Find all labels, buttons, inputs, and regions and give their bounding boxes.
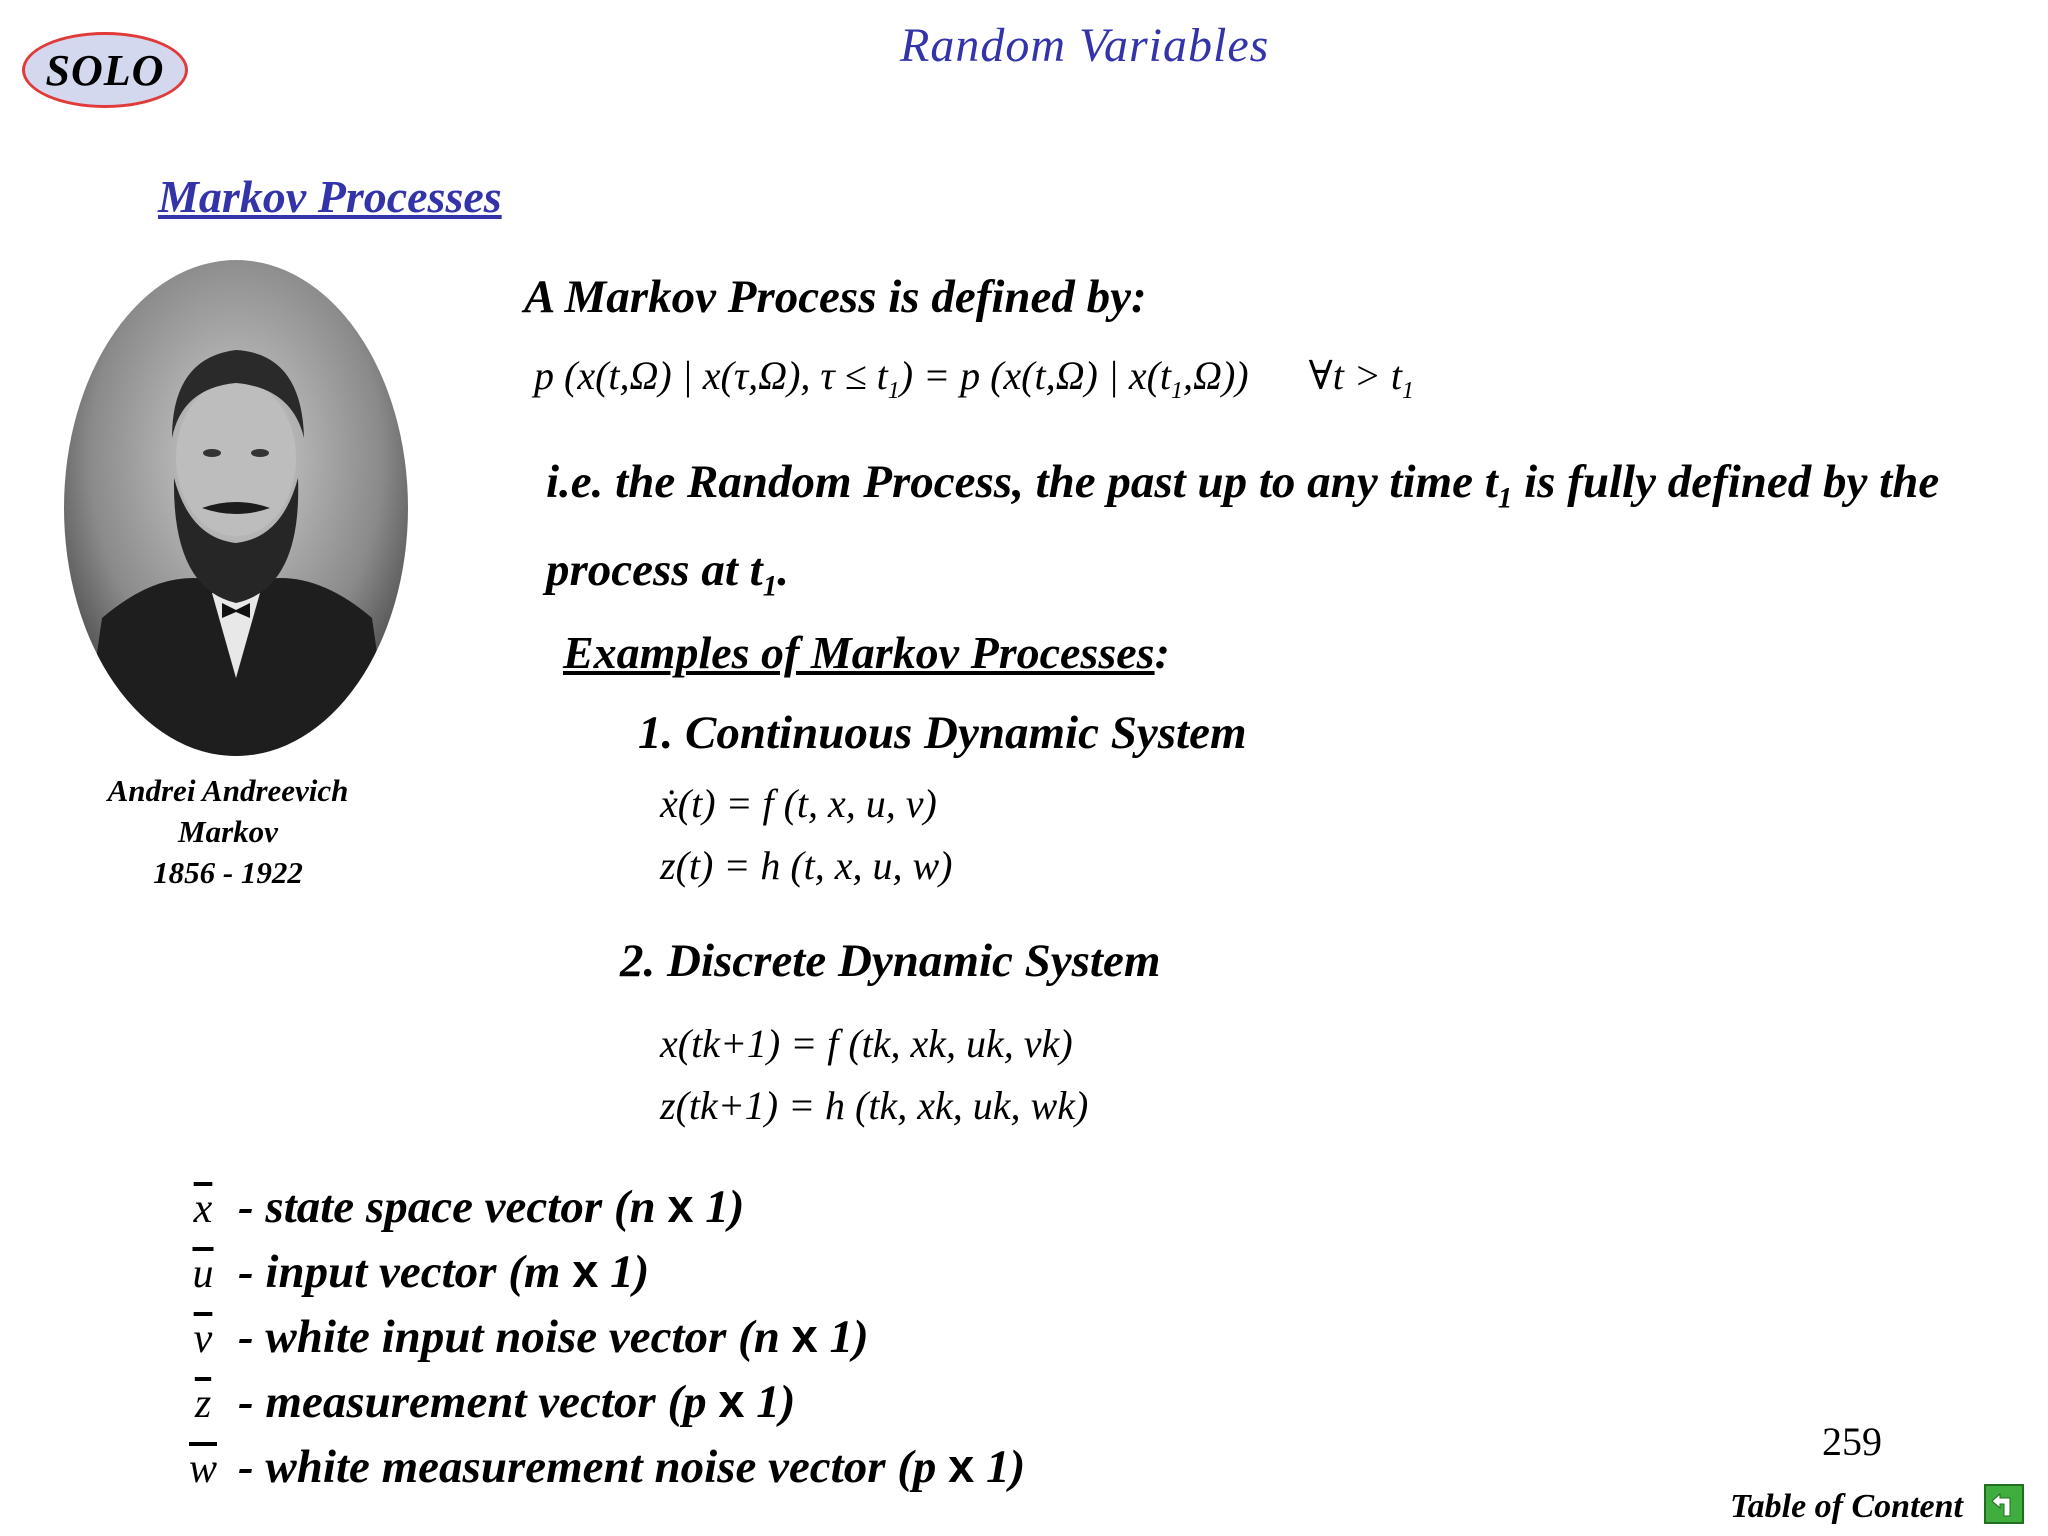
legend-text [238,1243,649,1299]
legend-times: x [667,1179,694,1232]
examples-heading-colon: : [1154,627,1170,678]
definition-explanation [546,446,1986,623]
legend-post: 1) [598,1246,650,1298]
caption-name: Andrei Andreevich [107,773,349,808]
legend-pre: - state space vector (n [238,1181,668,1233]
legend-symbol: $\overline{v}$ [193,1316,213,1362]
legend-text [238,1438,1025,1494]
discrete-system-title: 2. Discrete Dynamic System [620,935,1161,987]
legend-pre: - white input noise vector (n [238,1311,792,1363]
explain-end: . [777,544,790,597]
legend-row-measurement [174,1373,795,1429]
definition-intro: A Markov Process is defined by: [524,271,1147,323]
explain-sub2: 1 [762,570,778,603]
eq-lhs: p (x(t,Ω) | x(τ,Ω), τ ≤ t [534,353,888,398]
explain-sub1: 1 [1497,482,1513,515]
legend-post: 1) [693,1181,745,1233]
eq-mid-sub: 1 [1171,378,1184,404]
caption-surname: Markov [178,814,278,849]
legend-pre: - white measurement noise vector (p [238,1441,949,1493]
table-of-content-link[interactable]: Table of Content [1730,1488,1963,1525]
continuous-system-title: 1. Continuous Dynamic System [638,707,1247,759]
return-arrow-icon[interactable] [1984,1484,2024,1524]
legend-times: x [948,1439,975,1492]
legend-times: x [791,1309,818,1362]
eq-lhs-sub: 1 [887,378,900,404]
examples-heading [563,626,1170,679]
section-heading-markov-processes[interactable]: Markov Processes [158,171,502,222]
markov-portrait [62,258,410,758]
explain-part1: i.e. the Random Process, the past up to any time t [546,456,1498,508]
portrait-caption [60,770,396,893]
legend-row-input-noise [174,1308,869,1364]
legend-text [238,1373,795,1429]
discrete-state-equation: x(tk+1) = f (tk, xk, uk, vk) [660,1021,1073,1066]
legend-pre: - input vector (m [238,1246,573,1298]
legend-row-measurement-noise [174,1438,1025,1494]
solo-badge: SOLO [22,32,188,108]
legend-symbol: $\overline{x}$ [193,1186,213,1232]
explain-part2: is fully defined by the process at t [546,456,1940,597]
eq-mid: ) = p (x(t,Ω) | x(t [899,353,1172,398]
examples-heading-text: Examples of Markov Processes [563,627,1155,678]
eq-rhs: ,Ω)) [1183,353,1249,398]
page-number: 259 [1822,1419,1882,1464]
slide-title: Random Variables [900,19,1270,72]
legend-text [238,1308,869,1364]
legend-post: 1) [974,1441,1026,1493]
legend-symbol: $\overline{w}$ [188,1446,217,1492]
legend-post: 1) [744,1376,796,1428]
legend-row-input [174,1243,649,1299]
discrete-measurement-equation: z(tk+1) = h (tk, xk, uk, wk) [660,1083,1089,1128]
legend-times: x [572,1244,599,1297]
return-arrow-glyph [1986,1486,2022,1522]
legend-post: 1) [817,1311,869,1363]
legend-symbol: $\overline{u}$ [192,1251,214,1297]
eq-quantifier: ∀t > t [1308,353,1402,398]
eq-quantifier-sub: 1 [1401,378,1414,404]
legend-row-state [174,1178,744,1234]
markov-property-equation [534,352,1414,405]
continuous-state-equation: ẋ(t) = f (t, x, u, v) [660,781,937,826]
continuous-measurement-equation: z(t) = h (t, x, u, w) [660,843,953,888]
legend-text [238,1178,744,1234]
legend-symbol: $\overline{z}$ [194,1381,212,1427]
legend-times: x [718,1374,745,1427]
caption-years: 1856 - 1922 [153,855,303,890]
legend-pre: - measurement vector (p [238,1376,719,1428]
